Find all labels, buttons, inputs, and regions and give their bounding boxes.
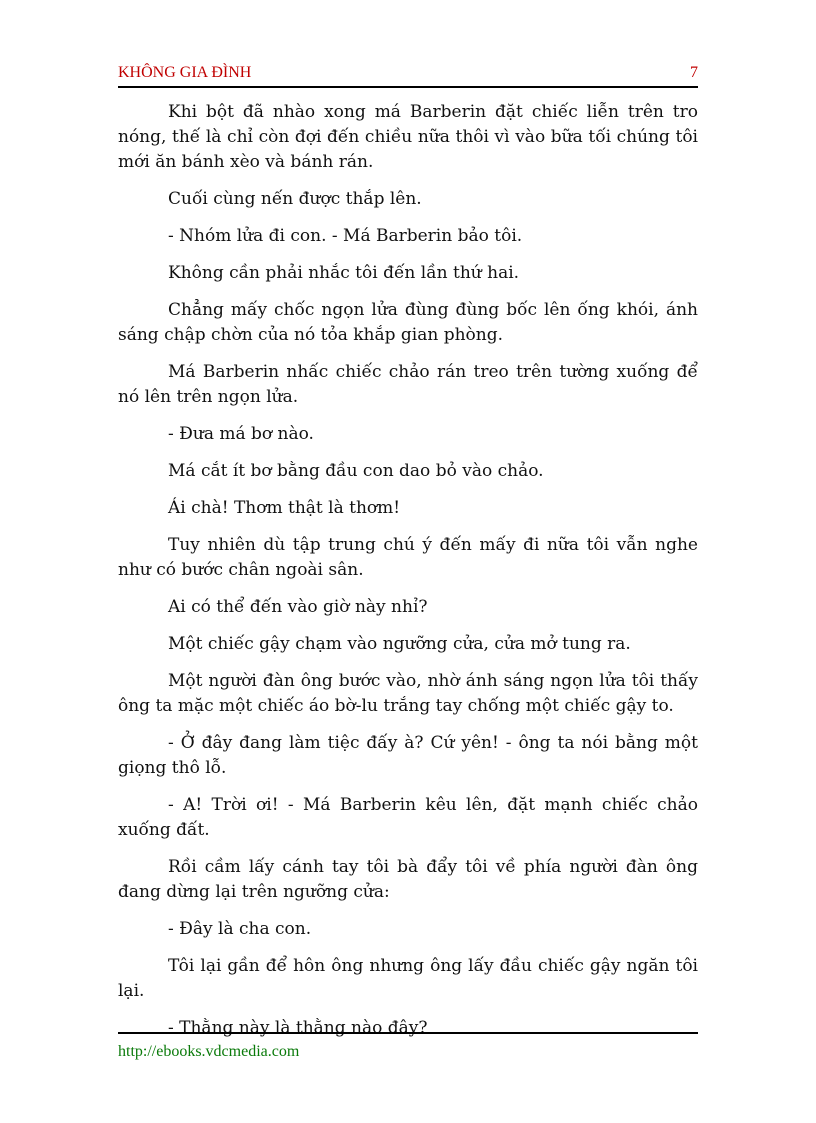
paragraph: - A! Trời ơi! - Má Barberin kêu lên, đặt mạnh chiếc chảo xuống đất. — [118, 795, 698, 840]
paragraph: - Ở đây đang làm tiệc đấy à? Cứ yên! - ông ta nói bằng một giọng thô lỗ. — [118, 733, 698, 778]
paragraph: Khi bột đã nhào xong má Barberin đặt chiếc liễn trên tro nóng, thế là chỉ còn đợi đến chiều nữa thôi vì vào bữa tối chúng tôi mới ăn bánh xèo và bánh rán. — [118, 102, 698, 172]
paragraph: Chẳng mấy chốc ngọn lửa đùng đùng bốc lên ống khói, ánh sáng chập chờn của nó tỏa khắp gian phòng. — [118, 300, 698, 345]
paragraph: - Nhóm lửa đi con. - Má Barberin bảo tôi. — [168, 226, 523, 246]
paragraph: Má Barberin nhấc chiếc chảo rán treo trên tường xuống để nó lên trên ngọn lửa. — [118, 362, 698, 407]
paragraph: - Thằng này là thằng nào đây? — [168, 1018, 428, 1038]
paragraph: Một chiếc gậy chạm vào ngưỡng cửa, cửa mở tung ra. — [168, 634, 631, 654]
paragraph: - Đưa má bơ nào. — [168, 424, 314, 444]
paragraph: Tuy nhiên dù tập trung chú ý đến mấy đi nữa tôi vẫn nghe như có bước chân ngoài sân. — [118, 535, 698, 580]
book-title: KHÔNG GIA ĐÌNH — [118, 64, 252, 81]
paragraph: Cuối cùng nến được thắp lên. — [168, 189, 422, 209]
paragraph: Má cắt ít bơ bằng đầu con dao bỏ vào chảo. — [168, 461, 544, 481]
paragraph: Một người đàn ông bước vào, nhờ ánh sáng ngọn lửa tôi thấy ông ta mặc một chiếc áo bờ-lu trắng tay chống một chiếc gậy to. — [118, 671, 698, 716]
page-number: 7 — [690, 64, 698, 81]
paragraph: Ái chà! Thơm thật là thơm! — [168, 498, 401, 518]
page-body — [118, 100, 698, 1053]
paragraph: Ai có thể đến vào giờ này nhỉ? — [168, 597, 428, 617]
paragraph: Rồi cầm lấy cánh tay tôi bà đẩy tôi về phía người đàn ông đang dừng lại trên ngưỡng cửa: — [118, 857, 698, 902]
footer-divider — [118, 1032, 698, 1034]
paragraph: Không cần phải nhắc tôi đến lần thứ hai. — [168, 263, 520, 283]
page-header — [118, 62, 698, 88]
paragraph: - Đây là cha con. — [168, 919, 312, 939]
paragraph: Tôi lại gần để hôn ông nhưng ông lấy đầu chiếc gậy ngăn tôi lại. — [118, 956, 698, 1001]
footer-url-link[interactable]: http://ebooks.vdcmedia.com — [118, 1043, 300, 1060]
